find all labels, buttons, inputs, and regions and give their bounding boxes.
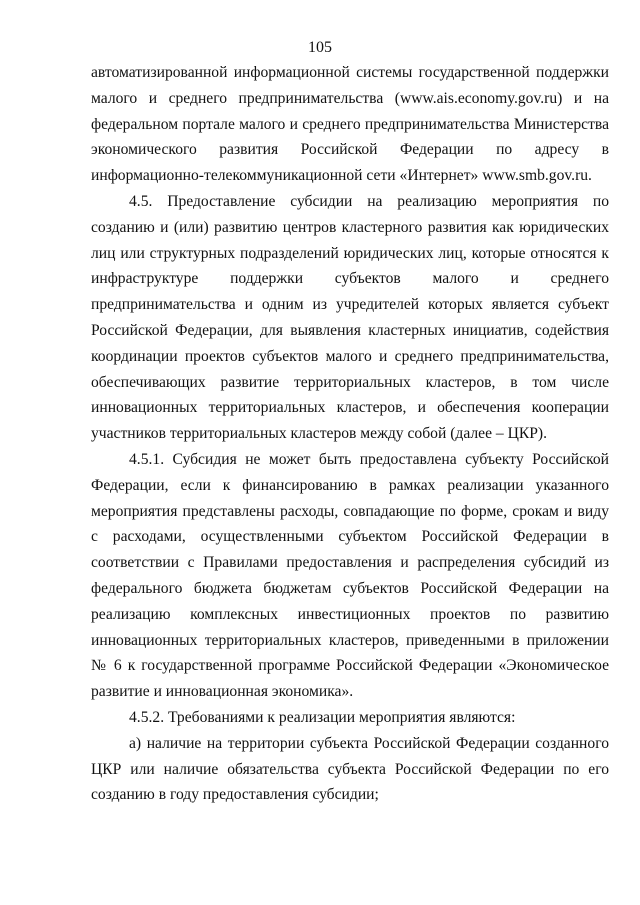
document-body (91, 60, 609, 808)
paragraph-4-5-1: 4.5.1. Субсидия не может быть предоставлена субъекту Российской Федерации, если к финансированию в рамках реализации указанного мероприятия представлены расходы, совпадающие по форме, срокам и виду с расходами, осуществленными субъектом Российской Федерации в соответствии с Правилами предоставления и распределения субсидий из федерального бюджета бюджетам субъектов Российской Федерации на реализацию комплексных инвестиционных проектов по развитию инновационных территориальных кластеров, приведенными в приложении № 6 к государственной программе Российской Федерации «Экономическое развитие и инновационная экономика». (91, 450, 609, 701)
paragraph-4-5-2: 4.5.2. Требованиями к реализации мероприятия являются: (129, 708, 516, 726)
paragraph-continuation: автоматизированной информационной системы государственной поддержки малого и среднего предпринимательства (www.ais.economy.gov.ru) и на федеральном портале малого и среднего предпринимательства Министерства экономического развития Российской Федерации по адресу в информационно-телекоммуникационной сети «Интернет» www.smb.gov.ru. (91, 64, 609, 185)
paragraph-item-a: а) наличие на территории субъекта Российской Федерации созданного ЦКР или наличие обязательства субъекта Российской Федерации по его созданию в году предоставления субсидии; (91, 734, 609, 804)
page-number: 105 (308, 39, 332, 56)
paragraph-4-5: 4.5. Предоставление субсидии на реализацию мероприятия по созданию и (или) развитию центров кластерного развития как юридических лиц или структурных подразделений юридических лиц, которые относятся к инфраструктуре поддержки субъектов малого и среднего предпринимательства и одним из учредителей которых является субъект Российской Федерации, для выявления кластерных инициатив, содействия координации проектов субъектов малого и среднего предпринимательства, обеспечивающих развитие территориальных кластеров, в том числе инновационных территориальных кластеров, и обеспечения кооперации участников территориальных кластеров между собой (далее – ЦКР). (91, 192, 609, 443)
